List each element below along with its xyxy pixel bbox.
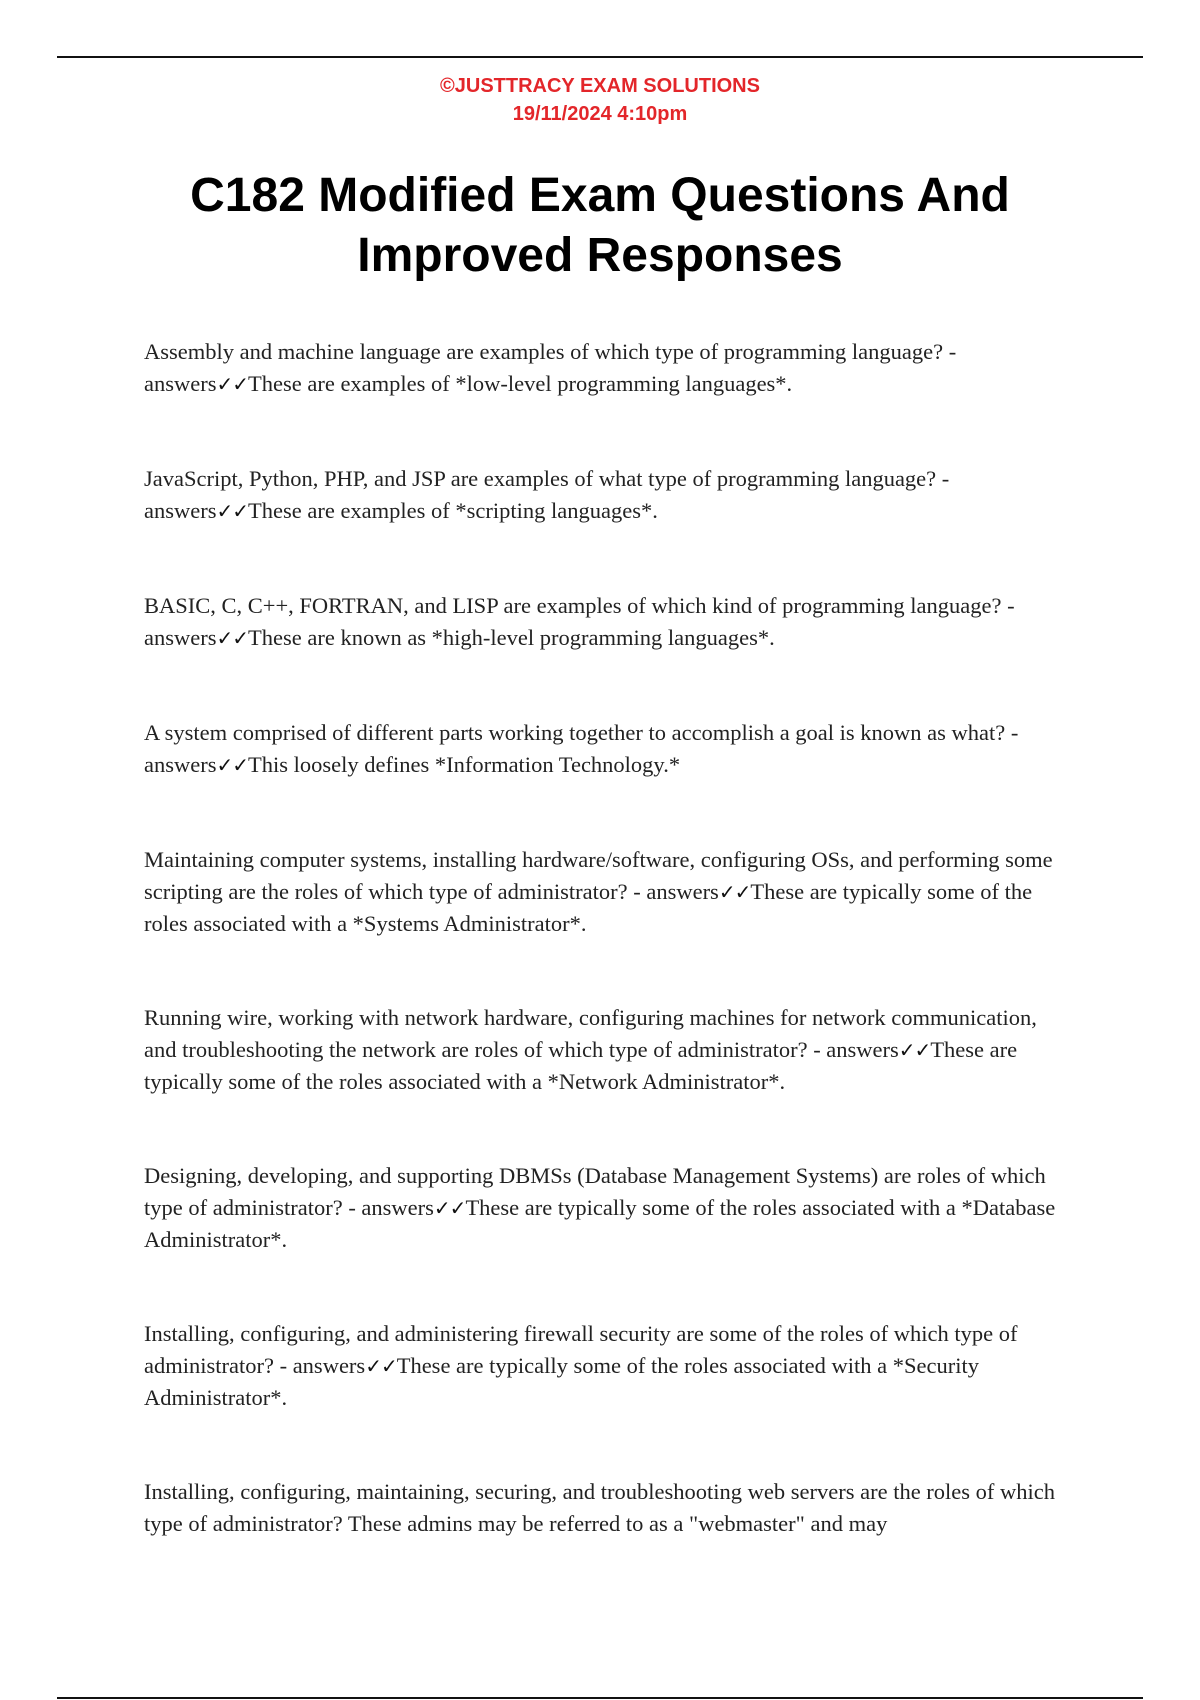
question-text: Maintaining computer systems, installing hardware/software, configuring OSs, and performing some scripting are the roles of which type of administrator? - answers — [144, 847, 1053, 904]
question-text: Installing, configuring, maintaining, securing, and troubleshooting web servers are the roles of which type of administrator? These admins may be referred to as a "webmaster" and may — [144, 1479, 1056, 1536]
question-text: Running wire, working with network hardware, configuring machines for network communication, and troubleshooting the network are roles of which type of administrator? - answers — [144, 1005, 1037, 1062]
double-check-icon: ✓✓ — [718, 880, 751, 904]
answer-text: These are typically some of the roles associated with a *Systems Administrator*. — [144, 879, 1033, 936]
question-text: Installing, configuring, and administering firewall security are some of the roles of which type of administrator? - answers — [144, 1321, 1018, 1378]
answer-text: These are examples of *scripting languages*. — [248, 498, 658, 523]
answer-text: These are known as *high-level programming languages*. — [248, 625, 775, 650]
answer-text: These are typically some of the roles associated with a *Network Administrator*. — [144, 1037, 1018, 1094]
header-datetime: 19/11/2024 4:10pm — [512, 103, 688, 125]
title-line-1: C182 Modified Exam Questions And — [190, 169, 1010, 222]
qa-item — [144, 1318, 1064, 1414]
watermark-text: ©JUSTTRACY EXAM SOLUTIONS — [440, 75, 760, 97]
question-text: Assembly and machine language are examples of which type of programming language? - answers — [144, 339, 957, 396]
double-check-icon: ✓✓ — [898, 1038, 931, 1062]
qa-item — [144, 463, 1064, 527]
answer-text: This loosely defines *Information Technology.* — [248, 752, 681, 777]
qa-item — [144, 1476, 1064, 1540]
double-check-icon: ✓✓ — [216, 753, 248, 777]
question-text: A system comprised of different parts working together to accomplish a goal is known as what? - answers — [144, 720, 1019, 777]
answer-text: These are typically some of the roles associated with a *Security Administrator*. — [144, 1353, 980, 1410]
double-check-icon: ✓✓ — [216, 499, 248, 523]
qa-item — [144, 1002, 1064, 1098]
double-check-icon: ✓✓ — [433, 1196, 466, 1220]
title-line-2: Improved Responses — [357, 229, 843, 282]
qa-item — [144, 844, 1064, 940]
question-text: JavaScript, Python, PHP, and JSP are examples of what type of programming language? - answers — [144, 466, 950, 523]
question-text: Designing, developing, and supporting DBMSs (Database Management Systems) are roles of which type of administrator? - answers — [144, 1163, 1046, 1220]
question-text: BASIC, C, C++, FORTRAN, and LISP are examples of which kind of programming language? - answers — [144, 593, 1015, 650]
qa-item — [144, 336, 1064, 400]
qa-item — [144, 1160, 1064, 1256]
answer-text: These are examples of *low-level programming languages*. — [248, 371, 793, 396]
qa-item — [144, 717, 1064, 781]
bottom-rule — [57, 1697, 1143, 1699]
double-check-icon: ✓✓ — [216, 626, 248, 650]
double-check-icon: ✓✓ — [365, 1354, 397, 1378]
double-check-icon: ✓✓ — [216, 372, 248, 396]
qa-item — [144, 590, 1064, 654]
answer-text: These are typically some of the roles associated with a *Database Administrator*. — [144, 1195, 1056, 1252]
